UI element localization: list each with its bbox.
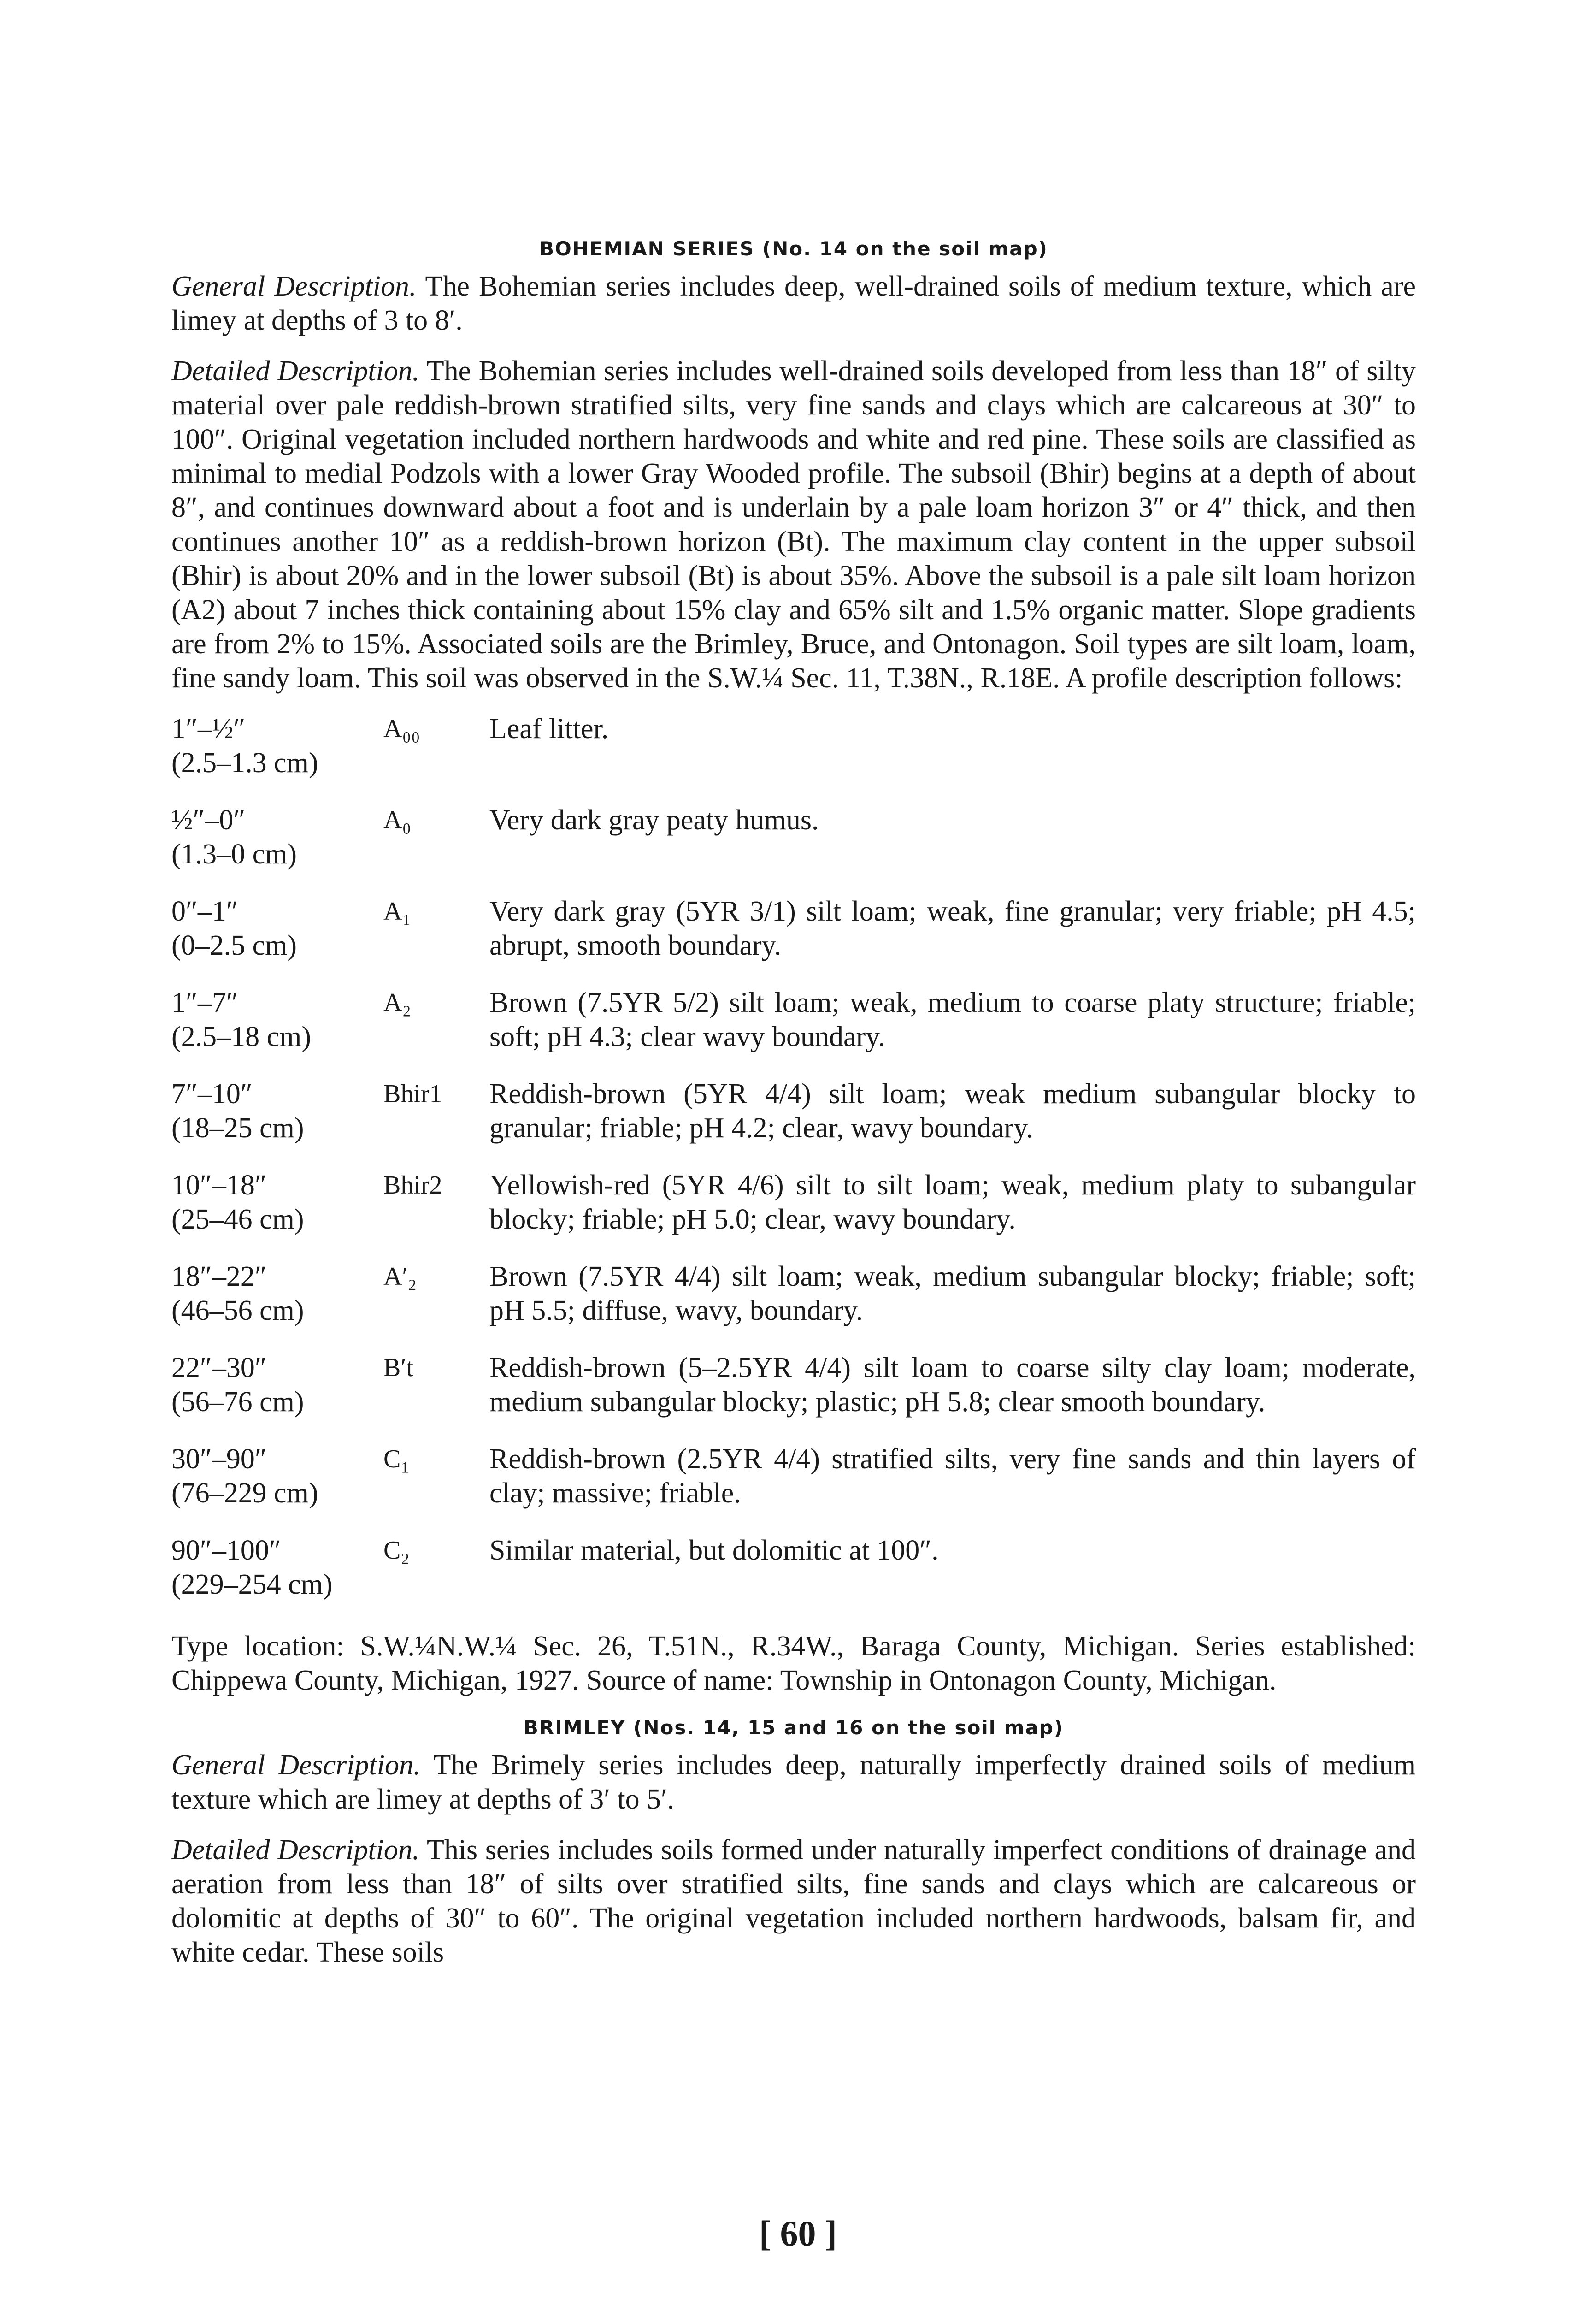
depth-cm: (2.5–18 cm) bbox=[171, 1021, 312, 1052]
depth-inches: 90″–100″ bbox=[171, 1535, 281, 1566]
depth-cm: (76–229 cm) bbox=[171, 1478, 318, 1509]
depth-cm: (18–25 cm) bbox=[171, 1112, 304, 1144]
horizon-row bbox=[171, 1259, 1416, 1328]
horizon-description: Yellowish-red (5YR 4/6) silt to silt loam; weak, medium platy to subangular blocky; friable; pH 5.0; clear, wavy boundary. bbox=[489, 1170, 1416, 1235]
horizon-row bbox=[171, 894, 1416, 963]
horizon-depth bbox=[171, 803, 383, 871]
horizon-row bbox=[171, 1351, 1416, 1419]
horizon-depth bbox=[171, 1533, 383, 1602]
general-description-label: General Description. bbox=[171, 271, 417, 302]
horizon-symbol: Bhir2 bbox=[383, 1171, 442, 1200]
profile-description bbox=[171, 712, 1416, 1602]
depth-inches: ½″–0″ bbox=[171, 804, 246, 836]
horizon-depth bbox=[171, 1442, 383, 1510]
horizon-depth bbox=[171, 1259, 383, 1328]
depth-inches: 30″–90″ bbox=[171, 1443, 267, 1475]
type-location: Type location: S.W.¼N.W.¼ Sec. 26, T.51N., R.34W., Baraga County, Michigan. Series established: Chippewa County, Michigan, 1927. Source of name: Township in Ontonagon County, Michigan. bbox=[171, 1631, 1416, 1696]
depth-cm: (25–46 cm) bbox=[171, 1204, 304, 1235]
horizon-depth bbox=[171, 1168, 383, 1236]
bohemian-heading: BOHEMIAN SERIES (No. 14 on the soil map) bbox=[539, 237, 1048, 260]
depth-inches: 22″–30″ bbox=[171, 1352, 267, 1383]
horizon-depth bbox=[171, 894, 383, 963]
bohemian-general-description bbox=[171, 269, 1416, 337]
horizon-symbol: A₂ bbox=[383, 988, 411, 1017]
depth-inches: 0″–1″ bbox=[171, 896, 238, 927]
horizon-description: Reddish-brown (5–2.5YR 4/4) silt loam to coarse silty clay loam; moderate, medium subangular blocky; plastic; pH 5.8; clear smooth boundary. bbox=[489, 1352, 1416, 1418]
depth-cm: (1.3–0 cm) bbox=[171, 839, 297, 870]
horizon-description: Reddish-brown (5YR 4/4) silt loam; weak medium subangular blocky to granular; friable; pH 4.2; clear, wavy boundary. bbox=[489, 1078, 1416, 1144]
general-description-text: The Brimely series includes deep, naturally imperfectly drained soils of medium texture which are limey at depths of 3′ to 5′. bbox=[171, 1749, 1416, 1815]
depth-cm: (229–254 cm) bbox=[171, 1569, 333, 1600]
horizon-description: Reddish-brown (2.5YR 4/4) stratified silts, very fine sands and thin layers of clay; massive; friable. bbox=[489, 1443, 1416, 1509]
document-page bbox=[171, 235, 1416, 1986]
horizon-symbol: C₁ bbox=[383, 1445, 410, 1473]
horizon-description: Brown (7.5YR 4/4) silt loam; weak, medium subangular blocky; friable; soft; pH 5.5; diffuse, wavy, boundary. bbox=[489, 1261, 1416, 1326]
brimley-general-description bbox=[171, 1748, 1416, 1816]
depth-inches: 1″–½″ bbox=[171, 713, 246, 745]
depth-inches: 7″–10″ bbox=[171, 1078, 253, 1110]
horizon-symbol: A₀ bbox=[383, 806, 411, 834]
horizon-depth bbox=[171, 1077, 383, 1145]
horizon-symbol: C₂ bbox=[383, 1536, 410, 1565]
horizon-row bbox=[171, 986, 1416, 1054]
horizon-symbol: A₀₀ bbox=[383, 715, 420, 743]
detailed-description-label: Detailed Description. bbox=[171, 1834, 420, 1866]
horizon-depth bbox=[171, 712, 383, 780]
horizon-description: Very dark gray (5YR 3/1) silt loam; weak, fine granular; very friable; pH 4.5; abrupt, smooth boundary. bbox=[489, 896, 1416, 961]
depth-inches: 18″–22″ bbox=[171, 1261, 267, 1292]
horizon-depth bbox=[171, 986, 383, 1054]
horizon-depth bbox=[171, 1351, 383, 1419]
depth-inches: 10″–18″ bbox=[171, 1170, 267, 1201]
horizon-symbol: A′₂ bbox=[383, 1262, 417, 1291]
horizon-description: Leaf litter. bbox=[489, 713, 609, 745]
horizon-symbol: A₁ bbox=[383, 897, 411, 926]
horizon-row bbox=[171, 1168, 1416, 1236]
horizon-row bbox=[171, 1077, 1416, 1145]
horizon-description: Very dark gray peaty humus. bbox=[489, 804, 819, 836]
page-number: [ 60 ] bbox=[759, 2213, 837, 2253]
horizon-description: Similar material, but dolomitic at 100″. bbox=[489, 1535, 939, 1566]
general-description-text: The Bohemian series includes deep, well-drained soils of medium texture, which are limey at depths of 3 to 8′. bbox=[171, 271, 1416, 336]
detailed-description-text: This series includes soils formed under naturally imperfect conditions of drainage and aeration from less than 18″ of silts over stratified silts, fine sands and clays which are calcareous or dolomitic at depths of 30″ to 60″. The original vegetation included northern hardwoods, balsam fir, and white cedar. These soils bbox=[171, 1834, 1416, 1968]
brimley-detailed-description bbox=[171, 1833, 1416, 1969]
horizon-symbol: B′t bbox=[383, 1353, 414, 1382]
horizon-row bbox=[171, 1442, 1416, 1510]
brimley-heading: BRIMLEY (Nos. 14, 15 and 16 on the soil map) bbox=[523, 1716, 1064, 1739]
horizon-row bbox=[171, 803, 1416, 871]
depth-inches: 1″–7″ bbox=[171, 987, 238, 1018]
horizon-row bbox=[171, 712, 1416, 780]
depth-cm: (2.5–1.3 cm) bbox=[171, 747, 318, 779]
horizon-description: Brown (7.5YR 5/2) silt loam; weak, medium to coarse platy structure; friable; soft; pH 4.3; clear wavy boundary. bbox=[489, 987, 1416, 1052]
depth-cm: (46–56 cm) bbox=[171, 1295, 304, 1326]
detailed-description-text: The Bohemian series includes well-drained soils developed from less than 18″ of silty material over pale reddish-brown stratified silts, very fine sands and clays which are calcareous at 30″ to 100″. Original vegetation included northern hardwoods and white and red pine. These soils are classified as minimal to medial Podzols with a lower Gray Wooded profile. The subsoil (Bhir) begins at a depth of about 8″, and continues downward about a foot and is underlain by a pale loam horizon 3″ or 4″ thick, and then continues another 10″ as a reddish-brown horizon (Bt). The maximum clay content in the upper subsoil (Bhir) is about 20% and in the lower subsoil (Bt) is about 35%. Above the subsoil is a pale silt loam horizon (A2) about 7 inches thick containing about 15% clay and 65% silt and 1.5% organic matter. Slope gradients are from 2% to 15%. Associated soils are the Brimley, Bruce, and Ontonagon. Soil types are silt loam, loam, fine sandy loam. This soil was observed in the S.W.¼ Sec. 11, T.38N., R.18E. A profile description follows: bbox=[171, 355, 1416, 694]
general-description-label: General Description. bbox=[171, 1749, 421, 1781]
bohemian-detailed-description bbox=[171, 354, 1416, 695]
depth-cm: (56–76 cm) bbox=[171, 1386, 304, 1418]
horizon-symbol: Bhir1 bbox=[383, 1080, 442, 1108]
detailed-description-label: Detailed Description. bbox=[171, 355, 420, 387]
depth-cm: (0–2.5 cm) bbox=[171, 930, 297, 961]
horizon-row bbox=[171, 1533, 1416, 1602]
